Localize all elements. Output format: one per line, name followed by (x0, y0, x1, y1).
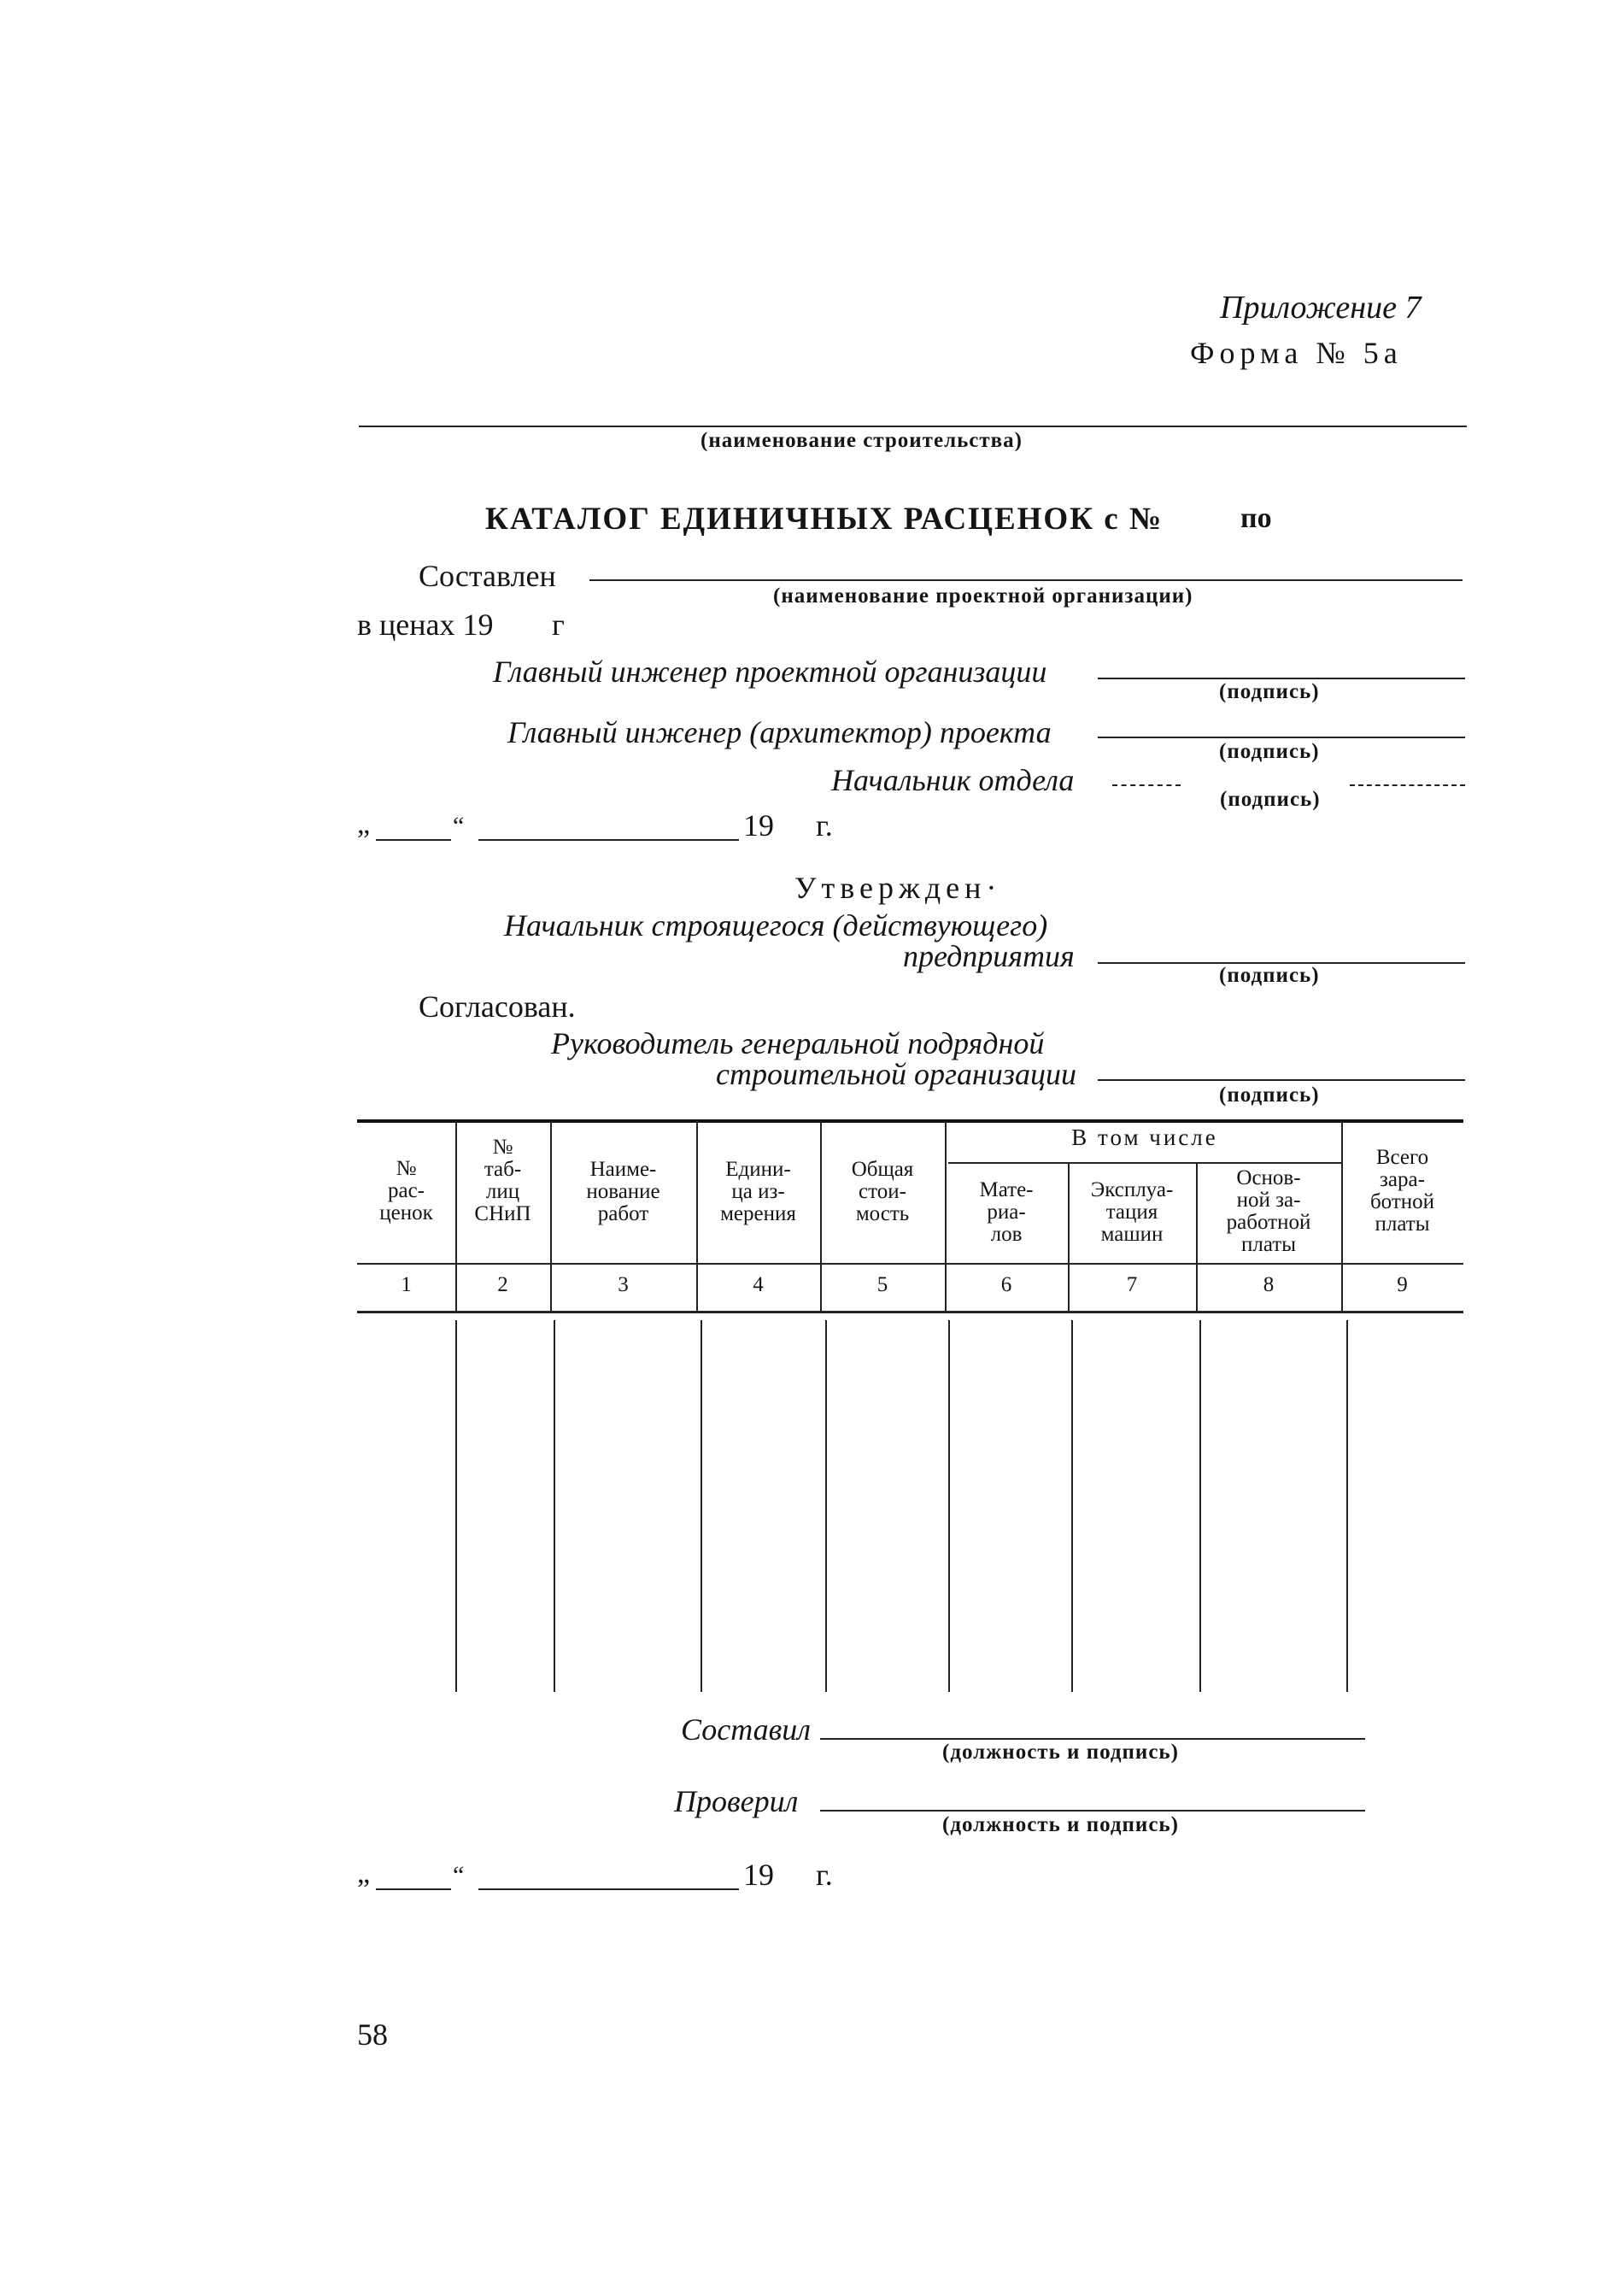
construction-caption: (наименование строительства) (701, 429, 1023, 452)
date1-quote-close: “ (453, 812, 465, 840)
signature-caption-5: (подпись) (1219, 1083, 1320, 1107)
prices-year-suffix: г (552, 608, 565, 642)
numbers-bottom-rule (357, 1311, 1463, 1313)
date2-quote-close: “ (453, 1861, 465, 1889)
col-number-2: 2 (497, 1273, 508, 1296)
date1-g: г. (816, 808, 833, 843)
appendix-label: Приложение 7 (1220, 290, 1422, 326)
date2-month-line (478, 1888, 739, 1890)
date1-year: 19 (743, 808, 774, 843)
checked-by-line (820, 1810, 1365, 1812)
col-number-5: 5 (876, 1273, 888, 1296)
col-number-8: 8 (1263, 1273, 1275, 1296)
col-number-3: 3 (618, 1273, 629, 1296)
body-sep-2 (554, 1320, 555, 1692)
date1-month-line (478, 839, 739, 841)
col-header-7: Эксплуа- тация машин (1090, 1178, 1174, 1246)
catalog-title-po: по (1240, 502, 1272, 534)
contractor-signature-line (1098, 1079, 1465, 1081)
signature-caption-4: (подпись) (1219, 964, 1320, 987)
signature-caption-2: (подпись) (1219, 740, 1320, 763)
date2-quote-open: „ (357, 1858, 371, 1889)
construction-name-line (359, 426, 1467, 427)
date1-quote-open: „ (357, 808, 371, 840)
head-department-label: Начальник отдела (831, 763, 1075, 797)
chief-engineer-org-signature-line (1098, 678, 1465, 679)
group-header: В том числе (1071, 1125, 1218, 1150)
body-sep-8 (1346, 1320, 1348, 1692)
body-sep-3 (701, 1320, 702, 1692)
col-header-5: Общая стои- мость (851, 1158, 914, 1225)
col-header-1: № рас- ценок (379, 1157, 433, 1224)
date1-day-line (376, 839, 451, 841)
compiled-by-label: Составил (681, 1712, 811, 1747)
chief-engineer-project-signature-line (1098, 737, 1465, 738)
checked-by-label: Проверил (674, 1784, 799, 1818)
col-number-9: 9 (1397, 1273, 1408, 1296)
page-number: 58 (357, 2017, 388, 2052)
body-sep-1 (455, 1320, 457, 1692)
col-header-8: Основ- ной за- работной платы (1226, 1166, 1311, 1256)
design-org-line (589, 579, 1463, 581)
contractor-line1: Руководитель генеральной подрядной (551, 1026, 1045, 1060)
date2-year: 19 (743, 1858, 774, 1892)
compiled-by-caption: (должность и подпись) (942, 1741, 1179, 1764)
col-header-4: Едини- ца из- мерения (720, 1158, 796, 1225)
signature-caption-1: (подпись) (1219, 680, 1320, 703)
compiled-label: Составлен (419, 559, 556, 593)
body-sep-7 (1199, 1320, 1201, 1692)
design-org-caption: (наименование проектной организации) (773, 584, 1193, 608)
table-top-rule (357, 1119, 1463, 1123)
group-header-rule (948, 1162, 1341, 1164)
head-department-line-b (1350, 784, 1465, 786)
signature-caption-3: (подпись) (1220, 788, 1321, 811)
date2-g: г. (816, 1858, 833, 1892)
approver-line2: предприятия (903, 939, 1075, 973)
contractor-line2: строительной организации (716, 1057, 1076, 1091)
col-header-9: Всего зара- ботной платы (1369, 1146, 1435, 1236)
chief-engineer-project-label: Главный инженер (архитектор) проекта (507, 715, 1052, 749)
col-header-2: № таб- лиц СНиП (474, 1136, 531, 1225)
checked-by-caption: (должность и подпись) (942, 1813, 1179, 1836)
prices-label: в ценах 19 (357, 608, 494, 642)
col-number-1: 1 (401, 1273, 412, 1296)
body-sep-6 (1071, 1320, 1073, 1692)
compiled-by-line (820, 1738, 1365, 1740)
col-number-4: 4 (753, 1273, 764, 1296)
chief-engineer-org-label: Главный инженер проектной организации (493, 655, 1047, 689)
body-sep-4 (825, 1320, 827, 1692)
col-number-6: 6 (1000, 1273, 1012, 1296)
approved-label: Утвержден· (794, 871, 1002, 905)
col-number-7: 7 (1126, 1273, 1138, 1296)
body-sep-5 (948, 1320, 950, 1692)
date2-day-line (376, 1888, 451, 1890)
col-header-3: Наиме- нование работ (586, 1158, 660, 1225)
form-number: Форма № 5а (1190, 336, 1403, 370)
agreed-label: Согласован. (419, 989, 576, 1024)
header-bottom-rule (357, 1263, 1463, 1265)
col-header-6: Мате- риа- лов (979, 1178, 1034, 1246)
approver-line1: Начальник строящегося (действующего) (504, 908, 1048, 942)
head-department-line-a (1112, 784, 1181, 786)
catalog-title: КАТАЛОГ ЕДИНИЧНЫХ РАСЦЕНОК с № (485, 502, 1164, 537)
